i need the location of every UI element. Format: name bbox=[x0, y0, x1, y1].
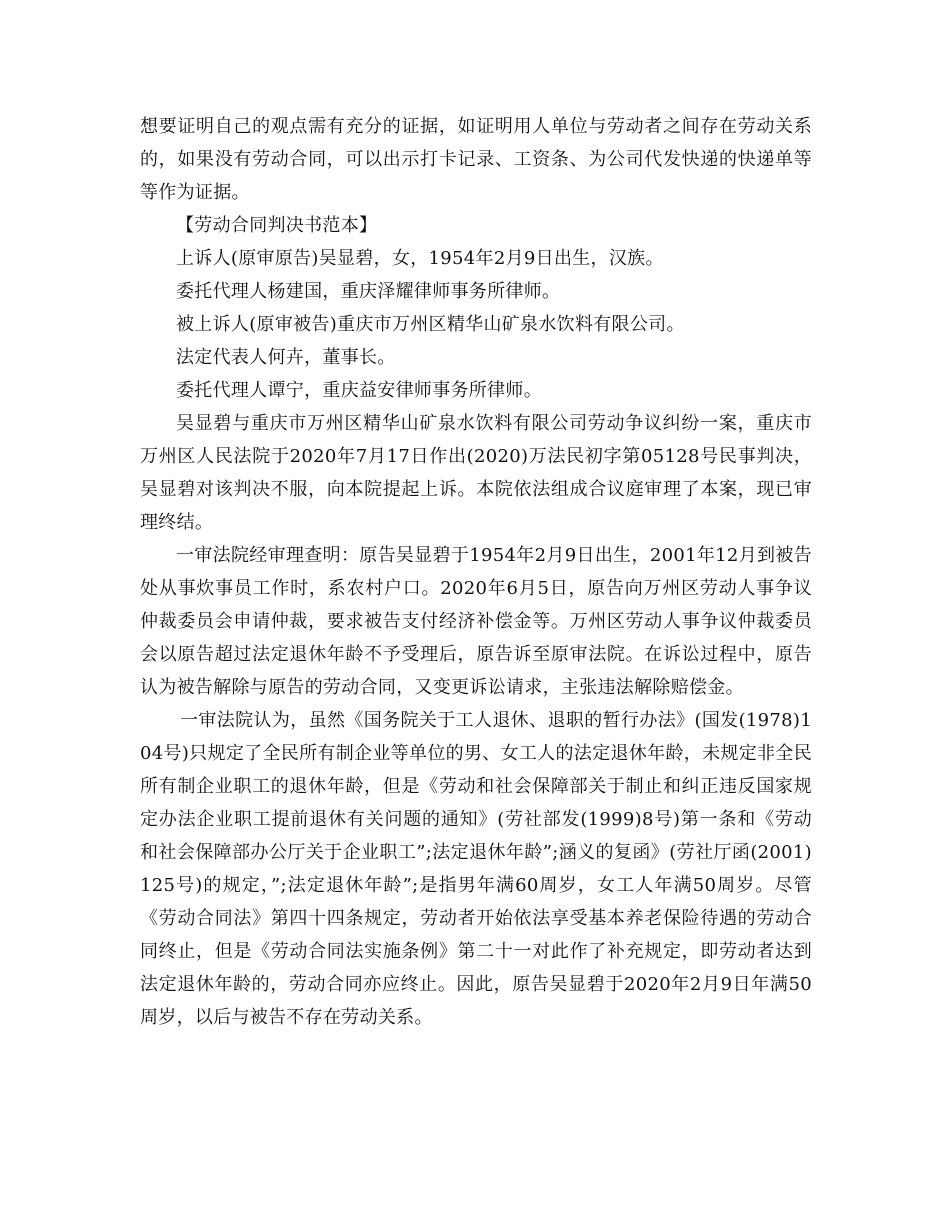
paragraph-evidence: 想要证明自己的观点需有充分的证据，如证明用人单位与劳动者之间存在劳动关系的，如果没有劳动合同，可以出示打卡记录、工资条、为公司代发快递的快递单等等作为证据。 bbox=[140, 116, 812, 203]
paragraph-first-instance-opinion: 一审法院认为，虽然《国务院关于工人退休、退职的暂行办法》(国发(1978)104号)只规定了全民所有制企业等单位的男、女工人的法定退休年龄，未规定非全民所有制企业职工的退休年龄，但是《劳动和社会保障部关于制止和纠正违反国家规定办法企业职工提前退休有关问题的通知》(劳社部发(1999)8号)第一条和《劳动和社会保障部办公厅关于企业职工”;法定退休年龄”;涵义的复函》(劳社厅函(2001)125号)的规定，”;法定退休年龄”;是指男年满60周岁，女工人年满50周岁。尽管《劳动合同法》第四十四条规定，劳动者开始依法享受基本养老保险待遇的劳动合同终止，但是《劳动合同法实施条例》第二十一对此作了补充规定，即劳动者达到法定退休年龄的，劳动合同亦应终止。因此，原告吴显碧于2020年2月9日年满50周岁，以后与被告不存在劳动关系。 bbox=[140, 710, 812, 1028]
paragraph-appellant-agent: 委托代理人杨建国，重庆泽耀律师事务所律师。 bbox=[176, 281, 561, 302]
paragraph-appellee-agent: 委托代理人谭宁，重庆益安律师事务所律师。 bbox=[176, 380, 542, 401]
paragraph-legal-representative: 法定代表人何卉，董事长。 bbox=[176, 347, 396, 368]
paragraph-case-summary: 吴显碧与重庆市万州区精华山矿泉水饮料有限公司劳动争议纠纷一案，重庆市万州区人民法院于2020年7月17日作出(2020)万法民初字第05128号民事判决，吴显碧对该判决不服，向本院提起上诉。本院依法组成合议庭审理了本案，现已审理终结。 bbox=[140, 413, 812, 533]
paragraph-first-instance-findings: 一审法院经审理查明：原告吴显碧于1954年2月9日出生，2001年12月到被告处从事炊事员工作时，系农村户口。2020年6月5日，原告向万州区劳动人事争议仲裁委员会申请仲裁，要求被告支付经济补偿金等。万州区劳动人事争议仲裁委员会以原告超过法定退休年龄不予受理后，原告诉至原审法院。在诉讼过程中，原告认为被告解除与原告的劳动合同，又变更诉讼请求，主张违法解除赔偿金。 bbox=[140, 545, 812, 698]
document-page bbox=[140, 110, 812, 1034]
section-heading: 【劳动合同判决书范本】 bbox=[176, 215, 378, 236]
paragraph-appellant: 上诉人(原审原告)吴显碧，女，1954年2月9日出生，汉族。 bbox=[176, 248, 664, 269]
paragraph-appellee: 被上诉人(原审被告)重庆市万州区精华山矿泉水饮料有限公司。 bbox=[176, 314, 685, 335]
